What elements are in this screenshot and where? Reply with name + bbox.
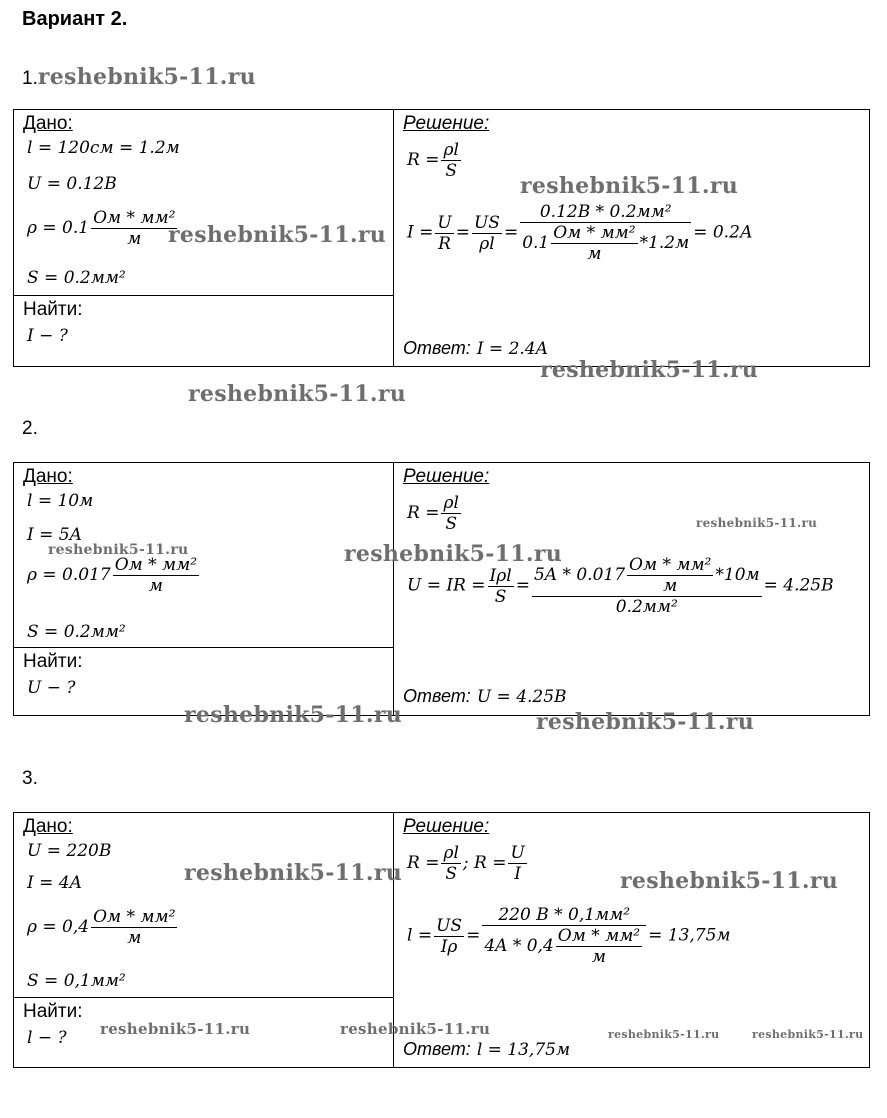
formula-length: l = $\frac{US}{I\rho}$ = 220 В * 0,1мм² 4A * 0,4 $\frac{\text{Ом * мм²}}{м}$ = 13,75м <box>407 905 731 967</box>
watermark: reshebnik5-11.ru <box>696 516 818 530</box>
watermark: reshebnik5-11.ru <box>536 709 755 735</box>
watermark: reshebnik5-11.ru <box>344 541 563 567</box>
problem-1-table <box>13 109 870 367</box>
problem-2-table <box>13 462 870 716</box>
given-voltage: U = 220В <box>27 841 112 861</box>
watermark: reshebnik5-11.ru <box>184 860 403 886</box>
answer: Ответ: U = 4.25В <box>403 686 567 707</box>
find-value: U − ? <box>27 678 76 698</box>
watermark: reshebnik5-11.ru <box>168 222 387 248</box>
solution-label: Решение: <box>403 113 490 134</box>
watermark: reshebnik5-11.ru <box>188 381 407 407</box>
problem-number: 2. <box>22 418 38 439</box>
watermark: reshebnik5-11.ru <box>608 1028 720 1041</box>
watermark: reshebnik5-11.ru <box>184 702 403 728</box>
answer: Ответ: I = 2.4A <box>403 338 548 359</box>
given-resistivity: ρ = 0.1 $\frac{\text{Ом * мм²}}{м}$ <box>27 208 176 249</box>
given-cell <box>14 813 394 997</box>
watermark: reshebnik5-11.ru <box>752 1028 864 1041</box>
given-length: l = 120см = 1.2м <box>27 138 180 158</box>
given-label: Дано: <box>23 113 73 134</box>
problem-1-header <box>22 64 256 90</box>
given-area: S = 0.2мм² <box>27 268 126 288</box>
page-title: Вариант 2. <box>22 8 128 30</box>
solution-label: Решение: <box>403 466 490 487</box>
given-area: S = 0,1мм² <box>27 971 126 991</box>
given-label: Дано: <box>23 466 73 487</box>
find-label: Найти: <box>23 299 83 320</box>
given-length: l = 10м <box>27 491 94 511</box>
watermark: reshebnik5-11.ru <box>540 357 759 383</box>
find-value: l − ? <box>27 1028 67 1048</box>
solution-cell <box>394 110 869 366</box>
watermark: reshebnik5-11.ru <box>340 1020 491 1038</box>
given-resistivity: ρ = 0,4 $\frac{\text{Ом * мм²}}{м}$ <box>27 907 176 948</box>
find-label: Найти: <box>23 1001 83 1022</box>
formula-resistance: R = $\frac{\rho l}{S}$ <box>407 493 459 534</box>
given-current: I = 5A <box>27 525 82 545</box>
watermark: reshebnik5-11.ru <box>520 173 739 199</box>
formula-current: I = $\frac{U}{R}$ = $\frac{US}{\rho l}$ = 0.12В * 0.2мм² 0.1 $\frac{\text{Ом * мм²}}{м}$ *1.2м = 0.2А <box>407 202 753 264</box>
formula-voltage: U = IR = $\frac{\text{Iρl}}{S}$ = 5A * 0.017 $\frac{\text{Ом * мм²}}{м}$ *10м 0.2мм² = 4.25В <box>407 555 834 617</box>
given-voltage: U = 0.12В <box>27 174 117 194</box>
watermark: reshebnik5-11.ru <box>48 542 189 558</box>
formula-resistance: R = $\frac{\rho l}{S}$ ; R = $\frac{U}{I}$ <box>407 843 525 884</box>
watermark: reshebnik5-11.ru <box>100 1020 251 1038</box>
solution-cell <box>394 463 869 715</box>
given-resistivity: ρ = 0.017 $\frac{\text{Ом * мм²}}{м}$ <box>27 555 198 596</box>
problem-number: 3. <box>22 768 38 789</box>
solution-label: Решение: <box>403 816 490 837</box>
answer: Ответ: l = 13,75м <box>403 1039 571 1060</box>
find-value: I − ? <box>27 326 68 346</box>
problem-number: 1. <box>22 68 38 89</box>
given-cell <box>14 110 394 295</box>
find-label: Найти: <box>23 651 83 672</box>
formula-resistance: R = $\frac{\rho l}{S}$ <box>407 140 459 181</box>
given-current: I = 4A <box>27 873 82 893</box>
watermark: reshebnik5-11.ru <box>37 64 256 90</box>
find-cell <box>14 295 394 366</box>
given-label: Дано: <box>23 816 73 837</box>
given-area: S = 0.2мм² <box>27 622 126 642</box>
watermark: reshebnik5-11.ru <box>620 868 839 894</box>
